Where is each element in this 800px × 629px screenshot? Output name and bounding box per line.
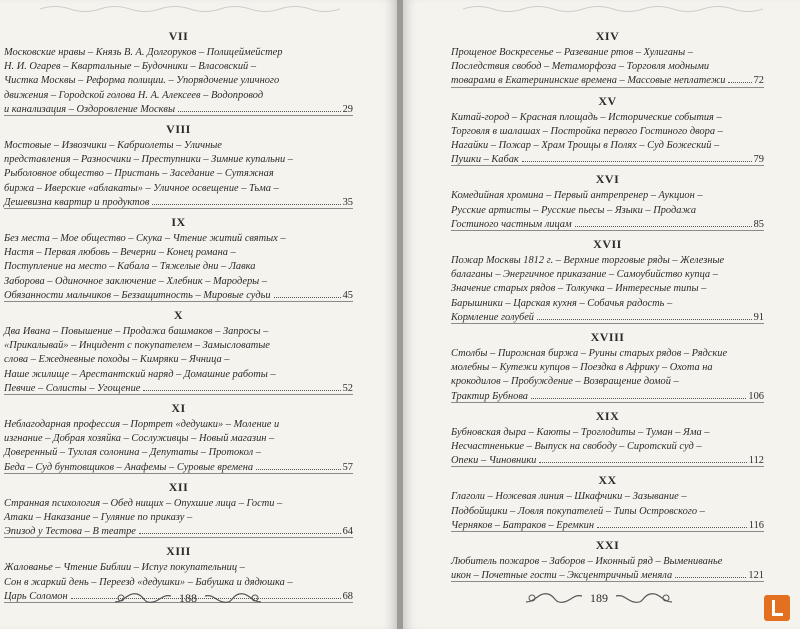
contents-line: Бубновская дыра – Каюты – Троглодиты – Туман – Яма – <box>451 426 710 438</box>
page-number: 189 <box>590 590 608 605</box>
chapter-number: X <box>173 308 184 323</box>
dot-leader <box>522 161 752 162</box>
chapter-page-number: 45 <box>342 289 353 301</box>
watermark-logo-icon <box>764 595 790 621</box>
toc-section <box>4 123 353 209</box>
table-of-contents-left <box>4 0 353 603</box>
chapter-contents <box>4 325 353 396</box>
dot-leader <box>274 297 341 298</box>
chapter-number: XVI <box>595 172 620 187</box>
chapter-contents <box>451 189 764 232</box>
contents-line: изгнание – Добрая хозяйка – Сослуживцы – Новый магазин – <box>4 433 275 445</box>
contents-line: Китай-город – Красная площадь – Исторические события – <box>451 111 722 123</box>
chapter-number: XVIII <box>590 330 625 345</box>
contents-line: Чистка Москвы – Реформа полиции. – Упорядочение уличного <box>4 75 280 87</box>
toc-section <box>451 173 764 231</box>
contents-line: Поступление на место – Кабала – Тяжелые дни – Лавка <box>4 261 256 273</box>
contents-line: слова – Ежедневные походы – Кимряки – Ячница – <box>4 354 230 366</box>
chapter-number: XIII <box>166 544 191 559</box>
contents-line: Мостовые – Извозчики – Кабриолеты – Уличные <box>4 140 222 152</box>
contents-line: Доверенный – Тухлая солонина – Депутаты – Протокол – <box>4 447 261 459</box>
contents-line: Барышники – Царская кухня – Собачья радость – <box>451 297 673 309</box>
chapter-contents <box>451 426 764 469</box>
chapter-page-number: 64 <box>342 526 353 538</box>
contents-line: Кормление голубей <box>451 311 534 323</box>
contents-line: Дешевизна квартир и продуктов <box>4 196 150 208</box>
contents-line: Царь Соломон <box>4 590 68 602</box>
chapter-page-number: 112 <box>748 455 764 467</box>
contents-line: Черняков – Батраков – Еремкин <box>451 519 595 531</box>
contents-line: Обязанности мальчиков – Беззащитность – Мировые судьи <box>4 289 271 301</box>
contents-line: Прощеное Воскресенье – Разевание ртов – Хулиганы – <box>451 47 693 58</box>
contents-line: Глаголи – Ножевая линия – Шкафчики – Зазывание – <box>451 491 687 503</box>
right-page <box>403 0 800 629</box>
chapter-page-number: 116 <box>748 519 764 531</box>
dot-leader <box>597 527 747 528</box>
chapter-page-number: 57 <box>342 461 353 473</box>
chapter-contents <box>4 232 353 303</box>
left-page <box>0 0 397 629</box>
dot-leader <box>539 462 746 463</box>
toc-section <box>4 216 353 302</box>
contents-line: Неблагодарная профессия – Портрет «дедушки» – Моление и <box>4 419 280 431</box>
chapter-contents <box>4 418 353 475</box>
chapter-page-number: 91 <box>753 311 764 323</box>
contents-line: и канализация – Оздоровление Москвы <box>4 103 175 115</box>
contents-line: «Прикалывай» – Инцидент с покупателем – Замысловатые <box>4 340 270 352</box>
contents-line: представления – Разносчики – Преступники – Зимние купальни – <box>4 154 293 166</box>
dot-leader <box>537 319 752 320</box>
dot-leader <box>178 111 341 112</box>
contents-line: Наше жилище – Арестантский наряд – Домашние работы – <box>4 368 276 380</box>
contents-line: Комедийная хромина – Первый антрепренер – Аукцион – <box>451 190 703 202</box>
contents-line: биржа – Иверские «аблакаты» – Уличное освещение – Тьма – <box>4 182 279 194</box>
chapter-page-number: 68 <box>342 590 353 602</box>
toc-section <box>451 410 764 468</box>
contents-line: Настя – Первая любовь – Вечерни – Конец романа – <box>4 247 236 259</box>
contents-line: Беда – Суд бунтовщиков – Анафемы – Суровые времена <box>4 461 254 473</box>
contents-line: Опеки – Чиновники <box>451 455 537 467</box>
chapter-contents <box>451 347 764 404</box>
toc-section <box>451 238 764 324</box>
chapter-number: VII <box>168 29 189 43</box>
contents-line: Подбойщики – Ловля покупателей – Типы Островского – <box>451 505 705 517</box>
contents-line: Русские артисты – Русские пьесы – Языки – Продажа <box>451 204 697 216</box>
toc-section <box>4 309 353 395</box>
contents-line: Любитель пожаров – Заборов – Иконный ряд – Вымениванье <box>451 556 723 568</box>
toc-section <box>451 331 764 403</box>
contents-line: Значение старых рядов – Толкучка – Интересные типы – <box>451 283 707 295</box>
chapter-page-number: 85 <box>753 218 764 230</box>
chapter-page-number: 29 <box>342 103 353 115</box>
contents-line: Пушки – Кабак <box>451 154 519 166</box>
contents-line: балаганы – Энергичное приказание – Самоубийство купца – <box>451 269 718 281</box>
chapter-contents <box>4 139 353 210</box>
contents-line-with-page <box>451 74 764 88</box>
chapter-number: IX <box>171 215 186 230</box>
chapter-contents <box>451 254 764 325</box>
chapter-number: XX <box>598 473 617 488</box>
contents-line: Трактир Бубнова <box>451 390 528 402</box>
toc-section <box>4 402 353 474</box>
contents-line: Странная психология – Обед нищих – Опухшие лица – Гости – <box>4 497 283 509</box>
chapter-page-number: 121 <box>748 570 764 582</box>
chapter-contents <box>451 555 764 583</box>
dot-leader <box>143 390 340 391</box>
page-footer-right <box>499 587 699 609</box>
flourish-ornament-icon <box>203 588 263 608</box>
chapter-page-number: 52 <box>342 382 353 394</box>
chapter-number: XV <box>598 93 617 108</box>
contents-line: Атаки – Наказание – Гуляние по приказу – <box>4 512 193 524</box>
contents-line: Нагайки – Пожар – Храм Троицы в Полях – Суд Божеский – <box>451 140 720 152</box>
dot-leader <box>139 533 341 534</box>
contents-line: икон – Почетные гости – Эксцентричный меняла <box>451 570 673 582</box>
toc-section <box>451 539 764 582</box>
top-ornament-icon <box>463 4 763 14</box>
contents-line: товарами в Екатерининские времена – Массовые неплатежи <box>451 75 726 87</box>
flourish-ornament-icon <box>524 588 584 608</box>
contents-line: молебны – Кутежи купцов – Поездка в Африку – Охота на <box>451 362 713 374</box>
page-number: 188 <box>179 590 197 605</box>
toc-section <box>451 30 764 88</box>
chapter-page-number: 79 <box>753 154 764 166</box>
chapter-page-number: 72 <box>753 75 764 87</box>
contents-line: Два Ивана – Повышение – Продажа башмаков – Запросы – <box>4 326 269 338</box>
contents-line: Сон в жаркий день – Переезд «дедушки» – Бабушка и дядюшка – <box>4 576 293 588</box>
flourish-ornament-icon <box>614 588 674 608</box>
chapter-contents <box>4 46 353 117</box>
contents-line: крокодилов – Пробуждение – Возвращение домой – <box>451 376 679 388</box>
flourish-ornament-icon <box>113 588 173 608</box>
dot-leader <box>575 226 752 227</box>
chapter-number: XIX <box>595 408 620 423</box>
contents-line: Несчастненькие – Выпуск на свободу – Сиротский суд – <box>451 441 702 453</box>
chapter-number: XII <box>168 479 189 494</box>
contents-line: Певчие – Солисты – Угощение <box>4 382 141 394</box>
contents-line: Пожар Москвы 1812 г. – Верхние торговые ряды – Железные <box>451 255 725 267</box>
chapter-page-number: 35 <box>342 196 353 208</box>
chapter-number: XVII <box>593 237 622 252</box>
contents-line: Жалованье – Чтение Библии – Испуг покупательниц – <box>4 562 245 574</box>
chapter-contents <box>451 490 764 533</box>
table-of-contents-right <box>451 0 764 582</box>
chapter-contents <box>4 497 353 540</box>
toc-section <box>4 30 353 116</box>
dot-leader <box>256 469 341 470</box>
top-ornament-icon <box>40 4 340 14</box>
chapter-page-number: 106 <box>748 390 764 402</box>
dot-leader <box>152 204 340 205</box>
contents-line: Последствия свобод – Метаморфоза – Торговля модными <box>451 61 710 73</box>
toc-section <box>451 95 764 167</box>
chapter-contents <box>451 46 764 89</box>
page-footer-left <box>88 587 288 609</box>
contents-line: Московские нравы – Князь В. А. Долгоруков – Полицеймейстер <box>4 47 283 58</box>
contents-line: Без места – Мое общество – Скука – Чтение житий святых – <box>4 233 286 245</box>
toc-section <box>451 474 764 532</box>
contents-line: движения – Городской голова Н. А. Алексеев – Водопровод <box>4 89 264 101</box>
dot-leader <box>675 577 746 578</box>
contents-line: Н. И. Огарев – Квартальные – Будочники – Власовский – <box>4 61 257 73</box>
dot-leader <box>728 82 751 83</box>
contents-line: Торговля в шалашах – Постройка первого Гостиного двора – <box>451 125 723 137</box>
contents-line: Заборова – Одиночное заключение – Хлебник – Мародеры – <box>4 275 267 287</box>
contents-line: Эпизод у Тестова – В театре <box>4 526 136 538</box>
toc-section <box>4 481 353 539</box>
contents-line: Гостиного частным лицам <box>451 218 572 230</box>
chapter-number: XI <box>171 401 186 416</box>
contents-line: Столбы – Пирожная биржа – Руины старых рядов – Рядские <box>451 348 728 360</box>
contents-line: Рыболовное общество – Пристань – Заседание – Сутяжная <box>4 168 274 180</box>
chapter-number: XXI <box>595 538 620 553</box>
chapter-contents <box>451 111 764 168</box>
chapter-number: XIV <box>595 29 620 43</box>
chapter-number: VIII <box>166 122 191 137</box>
dot-leader <box>531 398 746 399</box>
